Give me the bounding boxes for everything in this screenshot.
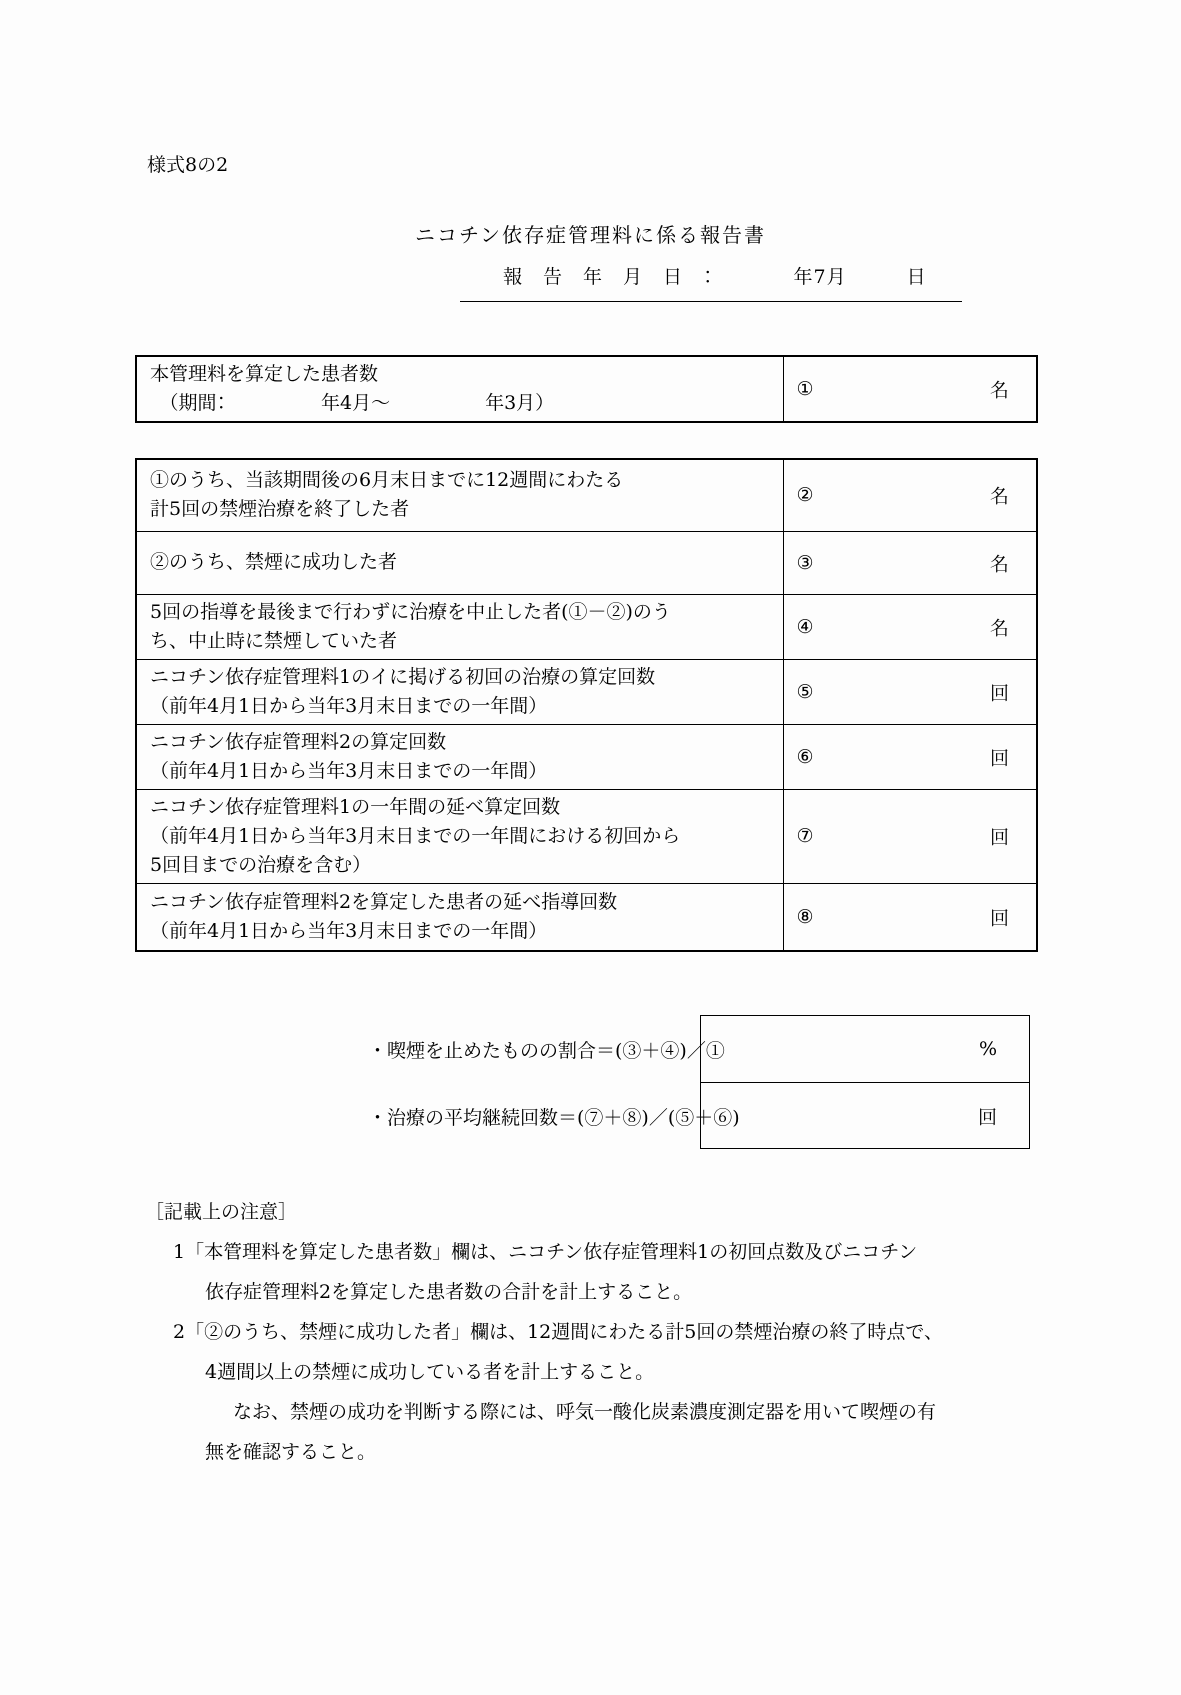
patient-count-table xyxy=(135,355,1038,423)
row-label-line: （前年4月1日から当年3月末日までの一年間） xyxy=(150,694,548,717)
row-label-line: ①のうち、当該期間後の6月末日までに12週間にわたる xyxy=(150,469,624,492)
table-row xyxy=(136,659,1037,724)
row-circled-number: ③ xyxy=(796,551,814,574)
table-row xyxy=(136,789,1037,883)
row-label-cell xyxy=(136,531,783,594)
row-label-line: ニコチン依存症管理料2を算定した患者の延べ指導回数 xyxy=(150,890,618,913)
formula-result-box xyxy=(700,1015,1030,1149)
row-unit: 回 xyxy=(989,907,1009,930)
row-circled-number: ⑦ xyxy=(796,825,814,847)
table-row xyxy=(136,883,1037,951)
note-line: 1「本管理料を算定した患者数」欄は、ニコチン依存症管理料1の初回点数及びニコチン xyxy=(173,1241,918,1263)
row-value-cell xyxy=(783,531,1037,594)
row-label-line: 5回の指導を最後まで行わずに治療を中止した者(①－②)のう xyxy=(150,600,671,623)
row-value-cell xyxy=(783,659,1037,724)
row-unit: 名 xyxy=(989,553,1009,575)
row-label-line: （前年4月1日から当年3月末日までの一年間） xyxy=(150,759,548,782)
row-label-cell xyxy=(136,659,783,724)
row-label-cell xyxy=(136,594,783,659)
row-label-cell xyxy=(136,356,783,422)
row-value-cell xyxy=(783,356,1037,422)
row-unit: 名 xyxy=(989,617,1009,639)
row-value-cell xyxy=(783,789,1037,883)
row-label-line: ニコチン依存症管理料1の一年間の延べ算定回数 xyxy=(150,795,561,818)
note-line: 4週間以上の禁煙に成功している者を計上すること。 xyxy=(205,1361,655,1383)
row-unit: 回 xyxy=(989,826,1009,849)
table-row xyxy=(136,459,1037,531)
row-value-cell xyxy=(783,724,1037,789)
row-label-line: （前年4月1日から当年3月末日までの一年間） xyxy=(150,919,548,942)
note-line: 依存症管理料2を算定した患者数の合計を計上すること。 xyxy=(205,1281,693,1303)
percent-unit: % xyxy=(978,1038,997,1060)
row-label-cell xyxy=(136,789,783,883)
row-label-line: ニコチン依存症管理料2の算定回数 xyxy=(150,730,447,753)
form-number: 様式8の2 xyxy=(147,154,229,176)
row-unit: 回 xyxy=(989,747,1009,769)
row-label-line: ②のうち、禁煙に成功した者 xyxy=(150,551,398,573)
row-circled-number: ⑥ xyxy=(796,745,814,768)
row-label-line: （前年4月1日から当年3月末日までの一年間における初回から xyxy=(150,824,681,847)
row-label-line: 本管理料を算定した患者数 xyxy=(150,363,379,385)
row-label-line: （期間： 年4月～ 年3月） xyxy=(150,392,555,414)
note-line: 無を確認すること。 xyxy=(205,1441,377,1463)
row-circled-number: ① xyxy=(796,378,814,400)
row-value-cell xyxy=(783,594,1037,659)
treatment-detail-table xyxy=(135,458,1038,952)
table-row xyxy=(136,356,1037,422)
row-value-cell xyxy=(783,459,1037,531)
row-circled-number: ⑤ xyxy=(796,680,814,703)
row-unit: 名 xyxy=(989,485,1009,508)
quit-rate-result-cell xyxy=(701,1016,1029,1083)
row-label-cell xyxy=(136,459,783,531)
row-label-line: ち、中止時に禁煙していた者 xyxy=(150,629,398,652)
row-label-line: 計5回の禁煙治療を終了した者 xyxy=(150,498,410,521)
row-circled-number: ④ xyxy=(796,615,814,638)
row-label-line: ニコチン依存症管理料1のイに掲げる初回の治療の算定回数 xyxy=(150,665,656,688)
table-row xyxy=(136,594,1037,659)
report-date-line: 報 告 年 月 日 ： 年7月 日 xyxy=(460,262,962,302)
note-line: 2「②のうち、禁煙に成功した者」欄は、12週間にわたる計5回の禁煙治療の終了時点で、 xyxy=(173,1321,943,1343)
row-label-line: 5回目までの治療を含む） xyxy=(150,853,372,876)
row-value-cell xyxy=(783,883,1037,951)
table-row xyxy=(136,724,1037,789)
quit-rate-formula: ・喫煙を止めたものの割合＝(③＋④)／① xyxy=(368,1040,725,1062)
notes-section xyxy=(145,1192,1045,1472)
row-circled-number: ⑧ xyxy=(796,905,814,928)
row-unit: 回 xyxy=(989,682,1009,704)
row-label-cell xyxy=(136,724,783,789)
avg-continuation-formula: ・治療の平均継続回数＝(⑦＋⑧)／(⑤＋⑥) xyxy=(368,1107,740,1129)
row-label-cell xyxy=(136,883,783,951)
notes-heading: ［記載上の注意］ xyxy=(145,1201,298,1223)
row-circled-number: ② xyxy=(796,484,814,507)
row-unit: 名 xyxy=(989,379,1009,402)
note-line: なお、禁煙の成功を判断する際には、呼気一酸化炭素濃度測定器を用いて喫煙の有 xyxy=(233,1401,937,1423)
avg-continuation-result-cell xyxy=(701,1083,1029,1149)
page-title: ニコチン依存症管理料に係る報告書 xyxy=(415,223,766,247)
count-unit: 回 xyxy=(977,1106,997,1129)
table-row xyxy=(136,531,1037,594)
